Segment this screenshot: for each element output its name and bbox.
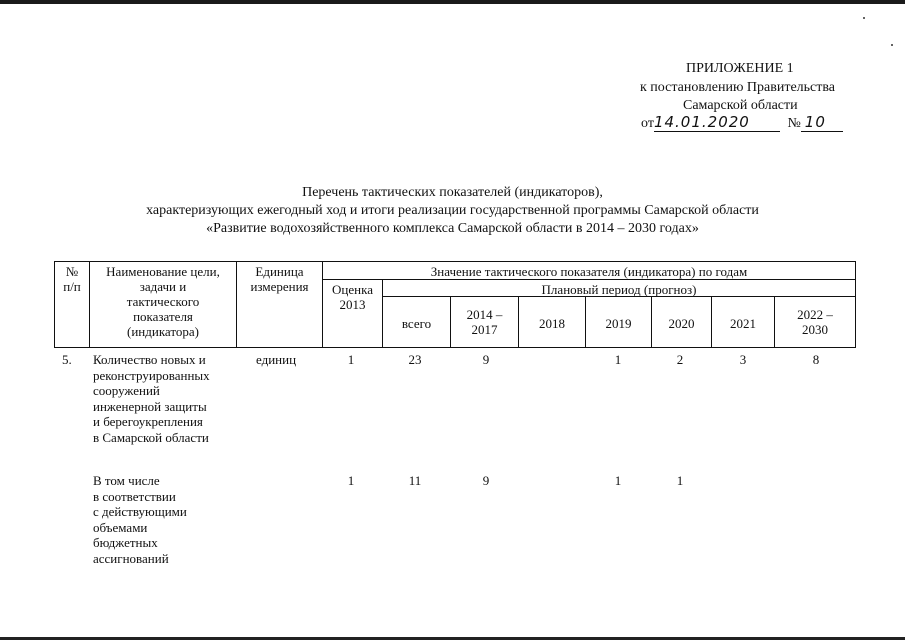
row-indicator-name: В том числе в соответствии с действующими объемами бюджетных ассигнований bbox=[93, 473, 187, 566]
document-title-line3: «Развитие водохозяйственного комплекса Самарской области в 2014 – 2030 годах» bbox=[206, 221, 699, 236]
header-2019: 2019 bbox=[605, 316, 632, 331]
row-2014-2017: 9 bbox=[482, 352, 490, 367]
row-estimate-2013: 1 bbox=[347, 352, 355, 367]
date-prefix: от bbox=[641, 116, 654, 131]
row-2020: 1 bbox=[676, 473, 684, 488]
header-2022-2030: 2022 – 2030 bbox=[797, 307, 833, 337]
header-plan-group: Плановый период (прогноз) bbox=[541, 282, 697, 297]
header-estimate: Оценка 2013 bbox=[332, 282, 373, 312]
header-num: № п/п bbox=[63, 264, 81, 294]
document-title-line1: Перечень тактических показателей (индикаторов), bbox=[302, 185, 603, 200]
row-2014-2017: 9 bbox=[482, 473, 490, 488]
number-value: 10 bbox=[801, 114, 843, 132]
appendix-title: ПРИЛОЖЕНИЕ 1 bbox=[686, 61, 794, 76]
document-title-line2: характеризующих ежегодный ход и итоги реализации государственной программы Самарской области bbox=[146, 203, 759, 218]
row-total: 23 bbox=[408, 352, 422, 367]
header-2014-2017: 2014 – 2017 bbox=[466, 307, 503, 337]
number-prefix: № bbox=[787, 116, 801, 131]
row-indicator-name: Количество новых и реконструированных сооружений инженерной защиты и берегоукрепления в Самарской области bbox=[93, 352, 210, 445]
row-num: 5. bbox=[62, 352, 72, 367]
row-total: 11 bbox=[408, 473, 422, 488]
row-2019: 1 bbox=[614, 473, 622, 488]
appendix-region-line: Самарской области bbox=[683, 98, 798, 113]
row-unit: единиц bbox=[256, 352, 297, 367]
date-value: 14.01.2020 bbox=[654, 114, 780, 132]
table-top-border bbox=[54, 261, 856, 262]
table-header-bottom bbox=[54, 347, 856, 348]
header-name: Наименование цели, задачи и тактического показателя (индикатора) bbox=[106, 264, 220, 339]
row-2020: 2 bbox=[676, 352, 684, 367]
row-2019: 1 bbox=[614, 352, 622, 367]
header-2018: 2018 bbox=[539, 316, 565, 331]
row-estimate-2013: 1 bbox=[347, 473, 355, 488]
header-unit: Единица измерения bbox=[250, 264, 309, 294]
row-2021: 3 bbox=[739, 352, 747, 367]
scan-top-edge bbox=[0, 0, 905, 4]
table-group-divider bbox=[322, 279, 856, 280]
header-2020: 2020 bbox=[668, 316, 695, 331]
row-2022-2030: 8 bbox=[812, 352, 820, 367]
header-2021: 2021 bbox=[730, 316, 756, 331]
scan-speck bbox=[891, 44, 893, 46]
scan-speck bbox=[863, 17, 865, 19]
appendix-decree-line: к постановлению Правительства bbox=[640, 80, 836, 95]
header-value-group: Значение тактического показателя (индикатора) по годам bbox=[430, 264, 748, 279]
header-total: всего bbox=[401, 316, 432, 331]
appendix-date-line bbox=[641, 114, 843, 132]
